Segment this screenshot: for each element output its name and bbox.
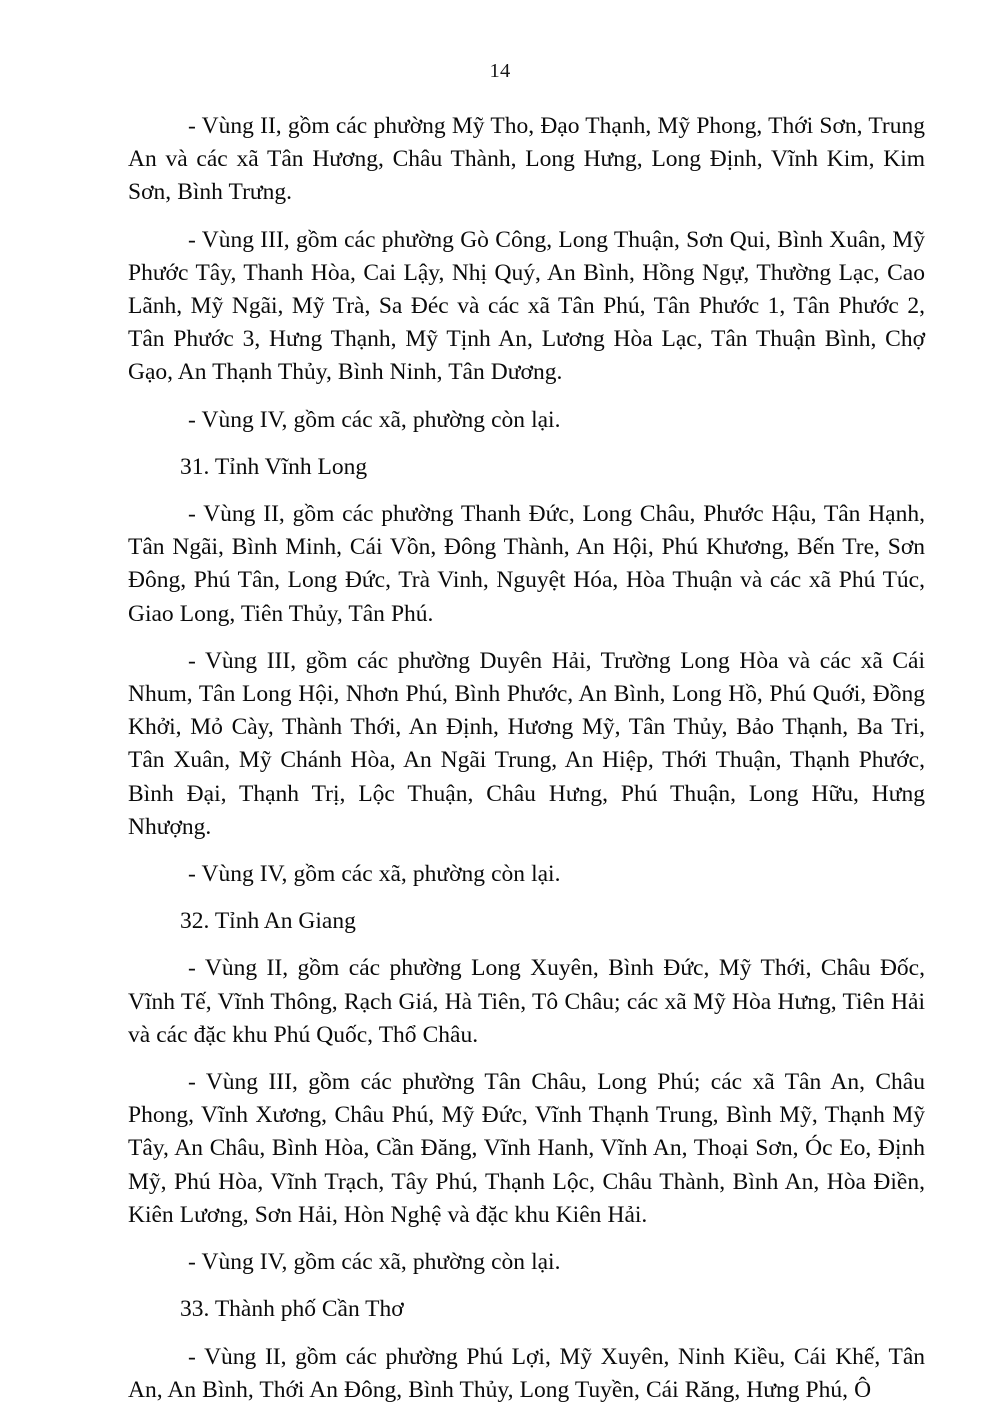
paragraph-vung-3-an-giang: - Vùng III, gồm các phường Tân Châu, Long Phú; các xã Tân An, Châu Phong, Vĩnh Xương, Châu Phú, Mỹ Đức, Vĩnh Thạnh Trung, Bình Mỹ, Thạnh Mỹ Tây, An Châu, Bình Hòa, Cần Đăng, Vĩnh Hanh, Vĩnh An, Thoại Sơn, Óc Eo, Định Mỹ, Phú Hòa, Vĩnh Trạch, Tây Phú, Thạnh Lộc, Châu Thành, Bình An, Hòa Điền, Kiên Lương, Sơn Hải, Hòn Nghệ và đặc khu Kiên Hải.	[128, 1069, 925, 1228]
page-number: 14	[489, 60, 511, 82]
paragraph-vung-2-can-tho: - Vùng II, gồm các phường Phú Lợi, Mỹ Xuyên, Ninh Kiều, Cái Khế, Tân An, An Bình, Thới An Đông, Bình Thủy, Long Tuyền, Cái Răng, Hưng Phú, Ô	[128, 1343, 925, 1403]
paragraph-vung-2-an-giang: - Vùng II, gồm các phường Long Xuyên, Bình Đức, Mỹ Thới, Châu Đốc, Vĩnh Tế, Vĩnh Thông, Rạch Giá, Hà Tiên, Tô Châu; các xã Mỹ Hòa Hưng, Tiên Hải và các đặc khu Phú Quốc, Thổ Châu.	[128, 955, 925, 1048]
paragraph-vung-4-tien-giang: - Vùng IV, gồm các xã, phường còn lại.	[188, 406, 561, 433]
paragraph-vung-2-vinh-long: - Vùng II, gồm các phường Thanh Đức, Long Châu, Phước Hậu, Tân Hạnh, Tân Ngãi, Bình Minh, Cái Vồn, Đông Thành, An Hội, Phú Khương, Bến Tre, Sơn Đông, Phú Tân, Long Đức, Trà Vinh, Nguyệt Hóa, Hòa Thuận và các xã Phú Túc, Giao Long, Tiên Thủy, Tân Phú.	[128, 501, 925, 627]
paragraph-vung-3-vinh-long: - Vùng III, gồm các phường Duyên Hải, Trường Long Hòa và các xã Cái Nhum, Tân Long Hội, Nhơn Phú, Bình Phước, An Bình, Long Hồ, Phú Quới, Đồng Khởi, Mỏ Cày, Thành Thới, An Định, Hương Mỹ, Tân Thủy, Bảo Thạnh, Ba Tri, Tân Xuân, Mỹ Chánh Hòa, An Ngãi Trung, An Hiệp, Thới Thuận, Thạnh Phước, Bình Đại, Thạnh Trị, Lộc Thuận, Châu Hưng, Phú Thuận, Long Hữu, Hưng Nhượng.	[128, 647, 925, 840]
section-heading-33-thanh-pho-can-tho: 33. Thành phố Cần Thơ	[180, 1296, 404, 1323]
paragraph-vung-4-vinh-long: - Vùng IV, gồm các xã, phường còn lại.	[188, 861, 561, 888]
section-heading-32-tinh-an-giang: 32. Tỉnh An Giang	[180, 908, 356, 935]
paragraph-vung-3-tien-giang: - Vùng III, gồm các phường Gò Công, Long Thuận, Sơn Qui, Bình Xuân, Mỹ Phước Tây, Thanh Hòa, Cai Lậy, Nhị Quý, An Bình, Hồng Ngự, Thường Lạc, Cao Lãnh, Mỹ Ngãi, Mỹ Trà, Sa Đéc và các xã Tân Phú, Tân Phước 1, Tân Phước 2, Tân Phước 3, Hưng Thạnh, Mỹ Tịnh An, Lương Hòa Lạc, Tân Thuận Bình, Chợ Gạo, An Thạnh Thủy, Bình Ninh, Tân Dương.	[128, 226, 925, 386]
section-heading-31-tinh-vinh-long: 31. Tỉnh Vĩnh Long	[180, 453, 368, 480]
document-body	[128, 110, 925, 1407]
paragraph-vung-2-tien-giang: - Vùng II, gồm các phường Mỹ Tho, Đạo Thạnh, Mỹ Phong, Thới Sơn, Trung An và các xã Tân Hương, Châu Thành, Long Hưng, Long Định, Vĩnh Kim, Kim Sơn, Bình Trưng.	[128, 113, 925, 206]
paragraph-vung-4-an-giang: - Vùng IV, gồm các xã, phường còn lại.	[188, 1249, 561, 1276]
